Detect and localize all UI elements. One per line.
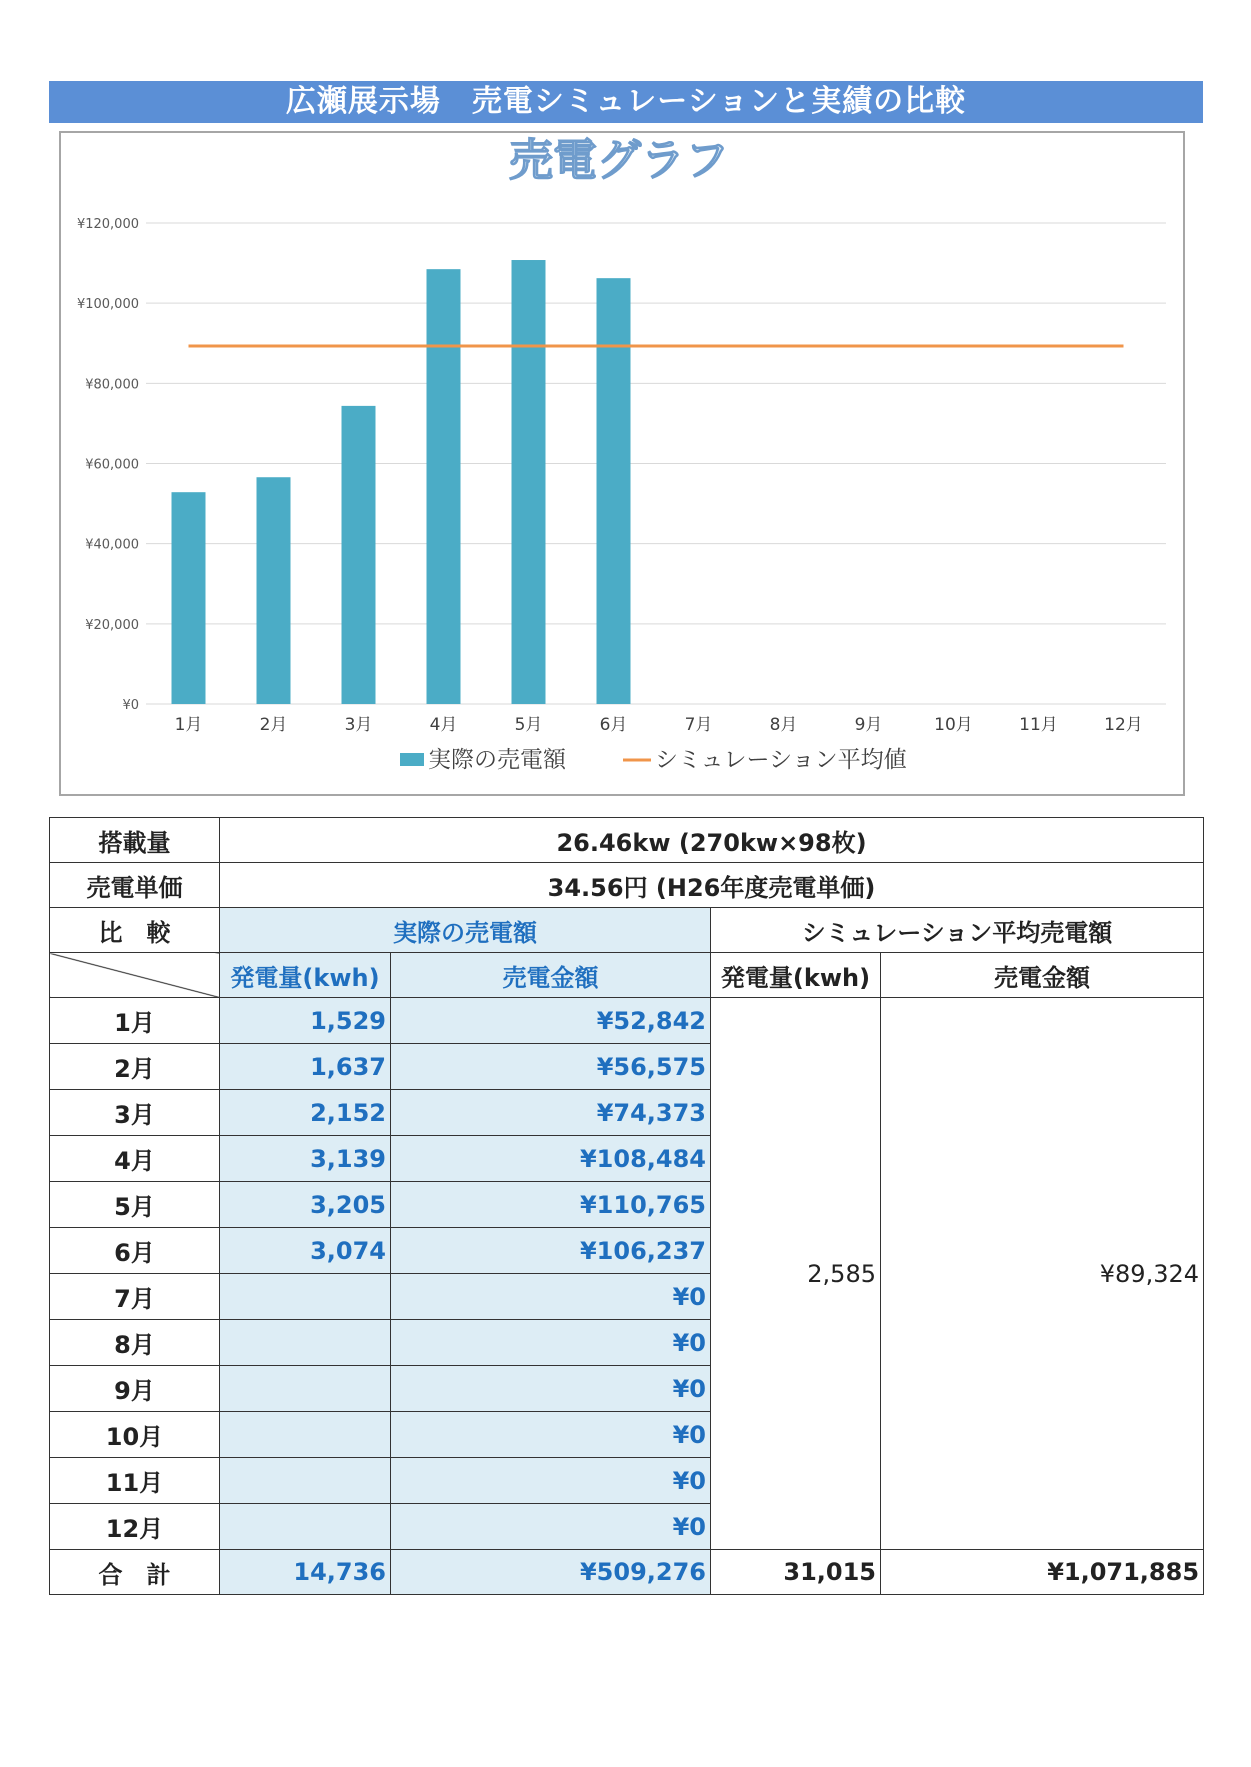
bar bbox=[342, 406, 376, 704]
unit-price-value: 34.56円 (H26年度売電単価) bbox=[220, 863, 1204, 908]
actual-amount-cell: ¥56,575 bbox=[391, 1044, 711, 1090]
sim-header: シミュレーション平均売電額 bbox=[711, 908, 1204, 953]
column-header-row bbox=[50, 953, 1204, 998]
actual-gen-cell bbox=[220, 1504, 391, 1550]
x-tick-label: 2月 bbox=[259, 715, 288, 735]
unit-price-label: 売電単価 bbox=[50, 863, 220, 908]
capacity-label: 搭載量 bbox=[50, 818, 220, 863]
month-cell: 9月 bbox=[50, 1366, 220, 1412]
y-tick-label: ¥40,000 bbox=[85, 537, 139, 553]
actual-amount-cell: ¥0 bbox=[391, 1504, 711, 1550]
actual-gen-cell bbox=[220, 1458, 391, 1504]
actual-gen-cell bbox=[220, 1274, 391, 1320]
sim-amount-header: 売電金額 bbox=[881, 953, 1204, 998]
month-cell: 7月 bbox=[50, 1274, 220, 1320]
bar bbox=[257, 477, 291, 704]
x-tick-label: 5月 bbox=[514, 715, 543, 735]
month-cell: 8月 bbox=[50, 1320, 220, 1366]
total-sim-gen: 31,015 bbox=[711, 1550, 881, 1595]
x-tick-label: 7月 bbox=[684, 715, 713, 735]
month-cell: 1月 bbox=[50, 998, 220, 1044]
actual-amount-cell: ¥0 bbox=[391, 1458, 711, 1504]
x-tick-label: 1月 bbox=[174, 715, 203, 735]
month-cell: 2月 bbox=[50, 1044, 220, 1090]
chart-title: 売電グラフ bbox=[509, 135, 729, 186]
actual-gen-cell: 3,205 bbox=[220, 1182, 391, 1228]
chart-canvas bbox=[61, 133, 1183, 794]
month-cell: 11月 bbox=[50, 1458, 220, 1504]
total-row bbox=[50, 1550, 1204, 1595]
actual-amount-cell: ¥52,842 bbox=[391, 998, 711, 1044]
total-sim-amount: ¥1,071,885 bbox=[881, 1550, 1204, 1595]
month-cell: 4月 bbox=[50, 1136, 220, 1182]
actual-amount-header: 売電金額 bbox=[391, 953, 711, 998]
x-tick-label: 8月 bbox=[769, 715, 798, 735]
actual-gen-cell bbox=[220, 1412, 391, 1458]
actual-amount-cell: ¥0 bbox=[391, 1366, 711, 1412]
bar bbox=[427, 269, 461, 704]
total-actual-amount: ¥509,276 bbox=[391, 1550, 711, 1595]
bar bbox=[512, 260, 546, 704]
sim-amount-cell: ¥89,324 bbox=[881, 998, 1204, 1550]
x-tick-label: 11月 bbox=[1019, 715, 1058, 735]
month-cell: 3月 bbox=[50, 1090, 220, 1136]
total-label: 合 計 bbox=[50, 1550, 220, 1595]
x-tick-label: 4月 bbox=[429, 715, 458, 735]
y-tick-label: ¥20,000 bbox=[85, 617, 139, 633]
month-cell: 12月 bbox=[50, 1504, 220, 1550]
actual-amount-cell: ¥0 bbox=[391, 1320, 711, 1366]
sales-chart bbox=[59, 131, 1185, 796]
legend-label-bar: 実際の売電額 bbox=[428, 747, 566, 773]
actual-amount-cell: ¥0 bbox=[391, 1412, 711, 1458]
bar bbox=[597, 278, 631, 704]
actual-amount-cell: ¥108,484 bbox=[391, 1136, 711, 1182]
page-title-banner: 広瀬展示場 売電シミュレーションと実績の比較 bbox=[49, 81, 1203, 123]
actual-gen-cell: 3,074 bbox=[220, 1228, 391, 1274]
legend-label-line: シミュレーション平均値 bbox=[655, 747, 907, 773]
actual-gen-cell: 1,637 bbox=[220, 1044, 391, 1090]
x-tick-label: 6月 bbox=[599, 715, 628, 735]
actual-gen-cell: 2,152 bbox=[220, 1090, 391, 1136]
x-tick-label: 10月 bbox=[934, 715, 973, 735]
actual-amount-cell: ¥0 bbox=[391, 1274, 711, 1320]
legend-swatch-bar bbox=[400, 753, 424, 766]
group-header-row bbox=[50, 908, 1204, 953]
x-tick-label: 3月 bbox=[344, 715, 373, 735]
actual-amount-cell: ¥110,765 bbox=[391, 1182, 711, 1228]
month-cell: 6月 bbox=[50, 1228, 220, 1274]
capacity-row bbox=[50, 818, 1204, 863]
actual-gen-cell: 3,139 bbox=[220, 1136, 391, 1182]
sim-gen-cell: 2,585 bbox=[711, 998, 881, 1550]
actual-gen-cell bbox=[220, 1366, 391, 1412]
sim-gen-header: 発電量(kwh) bbox=[711, 953, 881, 998]
y-tick-label: ¥120,000 bbox=[76, 217, 139, 232]
y-tick-label: ¥80,000 bbox=[85, 377, 139, 393]
y-tick-label: ¥60,000 bbox=[85, 457, 139, 473]
actual-amount-cell: ¥74,373 bbox=[391, 1090, 711, 1136]
actual-amount-cell: ¥106,237 bbox=[391, 1228, 711, 1274]
compare-label: 比 較 bbox=[50, 908, 220, 953]
actual-gen-cell bbox=[220, 1320, 391, 1366]
x-tick-label: 9月 bbox=[854, 715, 883, 735]
capacity-value: 26.46kw (270kw×98枚) bbox=[220, 818, 1204, 863]
month-cell: 5月 bbox=[50, 1182, 220, 1228]
y-tick-label: ¥100,000 bbox=[76, 297, 139, 313]
bar bbox=[172, 492, 206, 704]
total-actual-gen: 14,736 bbox=[220, 1550, 391, 1595]
y-tick-label: ¥0 bbox=[122, 698, 139, 713]
comparison-table bbox=[49, 817, 1204, 1595]
actual-header: 実際の売電額 bbox=[220, 908, 711, 953]
x-tick-label: 12月 bbox=[1104, 715, 1143, 735]
actual-gen-header: 発電量(kwh) bbox=[220, 953, 391, 998]
month-cell: 10月 bbox=[50, 1412, 220, 1458]
diagonal-corner-cell bbox=[50, 953, 220, 998]
actual-gen-cell: 1,529 bbox=[220, 998, 391, 1044]
table-row bbox=[50, 998, 1204, 1044]
unit-price-row bbox=[50, 863, 1204, 908]
